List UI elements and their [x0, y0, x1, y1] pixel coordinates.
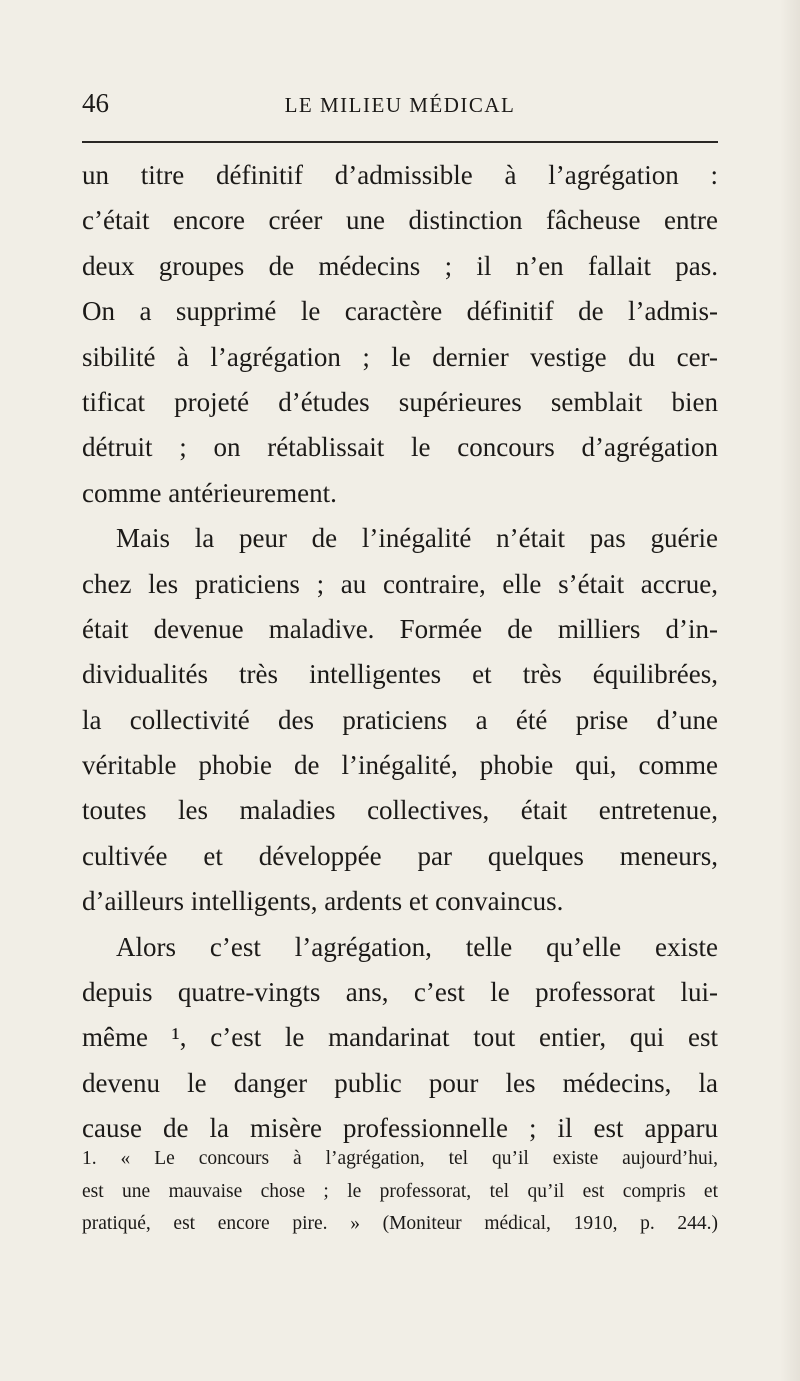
text-line: comme antérieurement.: [82, 477, 337, 508]
text-line: depuis quatre-vingts ans, c’est le professorat lui-: [82, 977, 718, 1008]
footnote-line: est une mauvaise chose ; le professorat, tel qu’il est compris et: [82, 1180, 718, 1202]
running-head: LE MILIEU MÉDICAL: [284, 93, 516, 117]
text-line: cultivée et développée par quelques meneurs,: [82, 840, 718, 871]
text-line: sibilité à l’agrégation ; le dernier vestige du cer-: [82, 341, 718, 372]
text-line: un titre définitif d’admissible à l’agrégation :: [82, 160, 718, 190]
text-line: On a supprimé le caractère définitif de l’admis-: [82, 296, 718, 327]
text-line: même ¹, c’est le mandarinat tout entier, qui est: [82, 1022, 718, 1053]
text-line: dividualités très intelligentes et très équilibrées,: [82, 659, 718, 690]
text-line: détruit ; on rétablissait le concours d’agrégation: [82, 432, 718, 463]
footnote-line: 1. « Le concours à l’agrégation, tel qu’il existe aujourd’hui,: [82, 1148, 718, 1169]
text-line: véritable phobie de l’inégalité, phobie qui, comme: [82, 750, 718, 781]
text-line: cause de la misère professionnelle ; il est apparu: [82, 1113, 718, 1144]
page-header: [82, 86, 718, 126]
text-line: d’ailleurs intelligents, ardents et convaincus.: [82, 886, 564, 917]
text-line: c’était encore créer une distinction fâcheuse entre: [82, 205, 718, 236]
text-line: chez les praticiens ; au contraire, elle s’était accrue,: [82, 568, 718, 599]
page-number: 46: [82, 88, 109, 118]
body-text: [82, 153, 718, 1152]
text-line: devenu le danger public pour les médecins, la: [82, 1067, 718, 1098]
footnote: [82, 1143, 718, 1241]
text-line: toutes les maladies collectives, était entretenue,: [82, 795, 718, 826]
footnote-line: pratiqué, est encore pire. » (Moniteur médical, 1910, p. 244.): [82, 1213, 718, 1234]
text-line: tificat projeté d’études supérieures semblait bien: [82, 386, 718, 417]
header-rule: [82, 141, 718, 143]
text-line: deux groupes de médecins ; il n’en fallait pas.: [82, 250, 718, 281]
text-line: Mais la peur de l’inégalité n’était pas guérie: [116, 523, 718, 554]
text-line: la collectivité des praticiens a été prise d’une: [82, 704, 718, 735]
text-line: Alors c’est l’agrégation, telle qu’elle existe: [116, 931, 718, 962]
text-line: était devenue maladive. Formée de milliers d’in-: [82, 613, 718, 644]
